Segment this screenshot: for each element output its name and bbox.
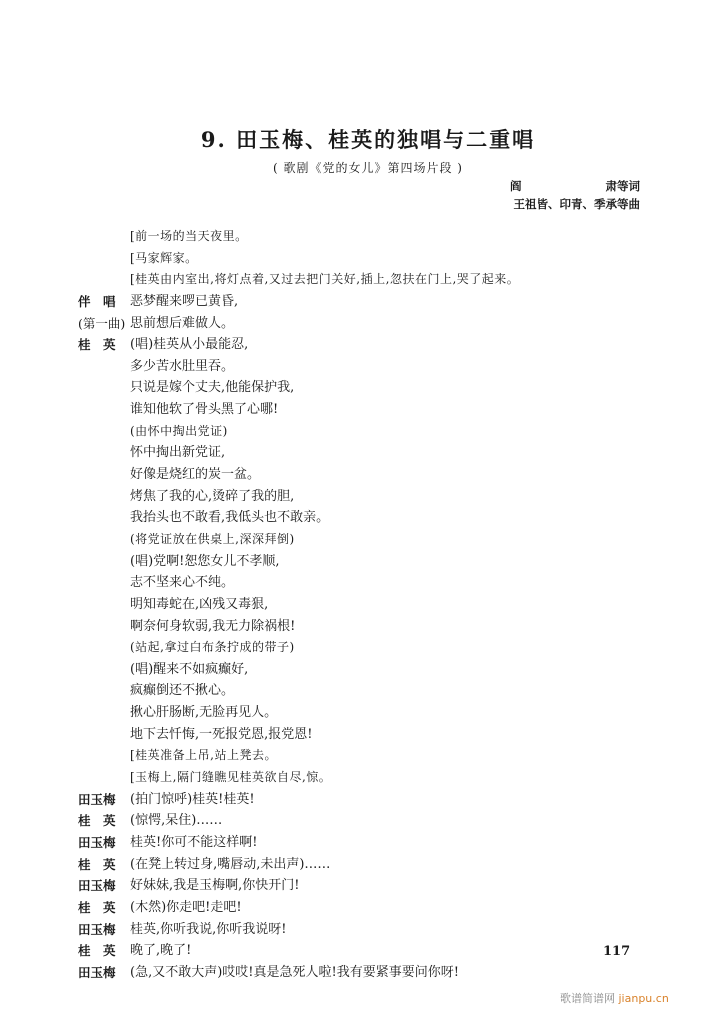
speaker-label	[78, 594, 130, 616]
stage-direction-line	[78, 248, 678, 270]
page-title: 9. 田玉梅、桂英的独唱与二重唱	[200, 127, 536, 152]
dialogue-line	[78, 702, 678, 724]
dialogue-line	[78, 377, 678, 399]
line-text: (惊愕,呆住)……	[130, 813, 223, 829]
line-text: (唱)党啊!恕您女儿不孝顺,	[130, 553, 280, 569]
dialogue-line	[78, 940, 678, 962]
speaker-label	[78, 356, 130, 378]
line-text: 思前想后难做人。	[130, 315, 235, 331]
line-text: 好妹妹,我是玉梅啊,你快开门!	[130, 878, 300, 894]
line-text: (将党证放在供桌上,深深拜倒)	[130, 531, 295, 546]
speaker-label	[78, 248, 130, 270]
line-text: 多少苦水肚里吞。	[130, 358, 235, 374]
speaker-label	[78, 226, 130, 248]
dialogue-line	[78, 551, 678, 573]
dialogue-line	[78, 789, 678, 811]
line-text: [玉梅上,隔门缝瞧见桂英欲自尽,惊。	[130, 770, 332, 785]
speaker-label	[78, 421, 130, 443]
stage-direction-line	[78, 745, 678, 767]
stage-direction-line	[78, 529, 678, 551]
dialogue-line	[78, 616, 678, 638]
page-subtitle: ( 歌剧《党的女儿》第四场片段 )	[273, 161, 463, 175]
stage-direction-line	[78, 269, 678, 291]
line-text: (木然)你走吧!走吧!	[130, 899, 242, 915]
line-text: (由怀中掏出党证)	[130, 423, 228, 438]
speaker-label: 伴 唱	[78, 293, 116, 309]
speaker-label	[78, 529, 130, 551]
speaker-label	[78, 464, 130, 486]
speaker-label	[78, 572, 130, 594]
speaker-label	[78, 486, 130, 508]
speaker-label	[78, 269, 130, 291]
speaker-label	[78, 377, 130, 399]
dialogue-line	[78, 356, 678, 378]
dialogue-line	[78, 313, 678, 335]
line-text: [前一场的当天夜里。	[130, 229, 248, 243]
speaker-label: 桂 英	[78, 899, 116, 915]
line-text: [马家辉家。	[130, 250, 198, 265]
line-text: 谁知他软了骨头黑了心哪!	[130, 402, 279, 418]
dialogue-line	[78, 854, 678, 876]
composer-credit: 王祖皆、印青、季承等曲	[513, 197, 640, 211]
stage-direction-line	[78, 637, 678, 659]
speaker-label	[78, 551, 130, 573]
line-text: (急,又不敢大声)哎哎!真是急死人啦!我有要紧事要问你呀!	[130, 964, 459, 980]
line-text: 啊奈何身软弱,我无力除祸根!	[130, 618, 296, 634]
dialogue-line	[78, 572, 678, 594]
speaker-label: 田玉梅	[78, 964, 116, 980]
speaker-label	[78, 637, 130, 659]
watermark	[560, 990, 669, 1006]
stage-direction-line	[78, 226, 678, 248]
dialogue-line	[78, 659, 678, 681]
dialogue-line	[78, 724, 678, 746]
dialogue-line	[78, 399, 678, 421]
dialogue-line	[78, 875, 678, 897]
speaker-label: 田玉梅	[78, 791, 116, 807]
line-text: 桂英,你听我说,你听我说呀!	[130, 921, 287, 937]
speaker-label	[78, 616, 130, 638]
dialogue-line	[78, 594, 678, 616]
watermark-en: jianpu.cn	[618, 992, 669, 1005]
speaker-label	[78, 724, 130, 746]
speaker-label: 桂 英	[78, 856, 116, 872]
line-text: 我抬头也不敢看,我低头也不敢亲。	[130, 510, 330, 526]
lyricist-name-b: 肃等词	[605, 179, 640, 193]
line-text: 明知毒蛇在,凶残又毒狠,	[130, 596, 269, 612]
dialogue-line	[78, 464, 678, 486]
dialogue-line	[78, 832, 678, 854]
line-text: 地下去忏悔,一死报党恩,报党恩!	[130, 726, 313, 742]
speaker-label: 桂 英	[78, 813, 116, 829]
dialogue-line	[78, 919, 678, 941]
dialogue-line	[78, 680, 678, 702]
dialogue-line	[78, 486, 678, 508]
speaker-label: 桂 英	[78, 943, 116, 959]
line-text: (站起,拿过白布条拧成的带子)	[130, 640, 295, 655]
line-text: 晚了,晚了!	[130, 943, 192, 959]
line-text: 怀中掏出新党证,	[130, 445, 226, 461]
dialogue-line	[78, 810, 678, 832]
speaker-label: 桂 英	[78, 337, 116, 353]
dialogue-line	[78, 291, 678, 313]
stage-direction-line	[78, 421, 678, 443]
dialogue-line	[78, 507, 678, 529]
speaker-label	[78, 442, 130, 464]
speaker-label	[78, 745, 130, 767]
line-text: 恶梦醒来啰已黄昏,	[130, 293, 239, 309]
line-text: 揪心肝肠断,无脸再见人。	[130, 705, 278, 721]
line-text: 桂英!你可不能这样啊!	[130, 834, 258, 850]
speaker-label	[78, 680, 130, 702]
speaker-label: (第一曲)	[78, 315, 126, 331]
speaker-label	[78, 507, 130, 529]
lyricist-name-a: 阎	[510, 179, 522, 193]
lyricist-credit	[510, 178, 640, 194]
line-text: 好像是烧红的炭一盆。	[130, 467, 261, 483]
line-text: 疯癫倒还不揪心。	[130, 683, 235, 699]
line-text: 烤焦了我的心,烫碎了我的胆,	[130, 488, 295, 504]
line-text: 志不坚来心不纯。	[130, 575, 235, 591]
speaker-label	[78, 702, 130, 724]
dialogue-line	[78, 442, 678, 464]
line-text: 只说是嫁个丈夫,他能保护我,	[130, 380, 295, 396]
line-text: (唱)醒来不如疯癫好,	[130, 661, 249, 677]
page-number: 117	[603, 944, 631, 959]
line-text: [桂英由内室出,将灯点着,又过去把门关好,插上,忽扶在门上,哭了起来。	[130, 272, 520, 287]
line-text: (拍门惊呼)桂英!桂英!	[130, 791, 255, 807]
speaker-label	[78, 659, 130, 681]
line-text: (唱)桂英从小最能忍,	[130, 337, 249, 353]
watermark-cn: 歌谱简谱网	[560, 992, 615, 1005]
speaker-label	[78, 767, 130, 789]
speaker-label: 田玉梅	[78, 834, 116, 850]
stage-direction-line	[78, 767, 678, 789]
script-body	[78, 226, 678, 983]
dialogue-line	[78, 334, 678, 356]
line-text: (在凳上转过身,嘴唇动,未出声)……	[130, 856, 331, 872]
line-text: [桂英准备上吊,站上凳去。	[130, 748, 277, 763]
speaker-label: 田玉梅	[78, 878, 116, 894]
speaker-label: 田玉梅	[78, 921, 116, 937]
speaker-label	[78, 399, 130, 421]
dialogue-line	[78, 897, 678, 919]
dialogue-line	[78, 962, 678, 984]
